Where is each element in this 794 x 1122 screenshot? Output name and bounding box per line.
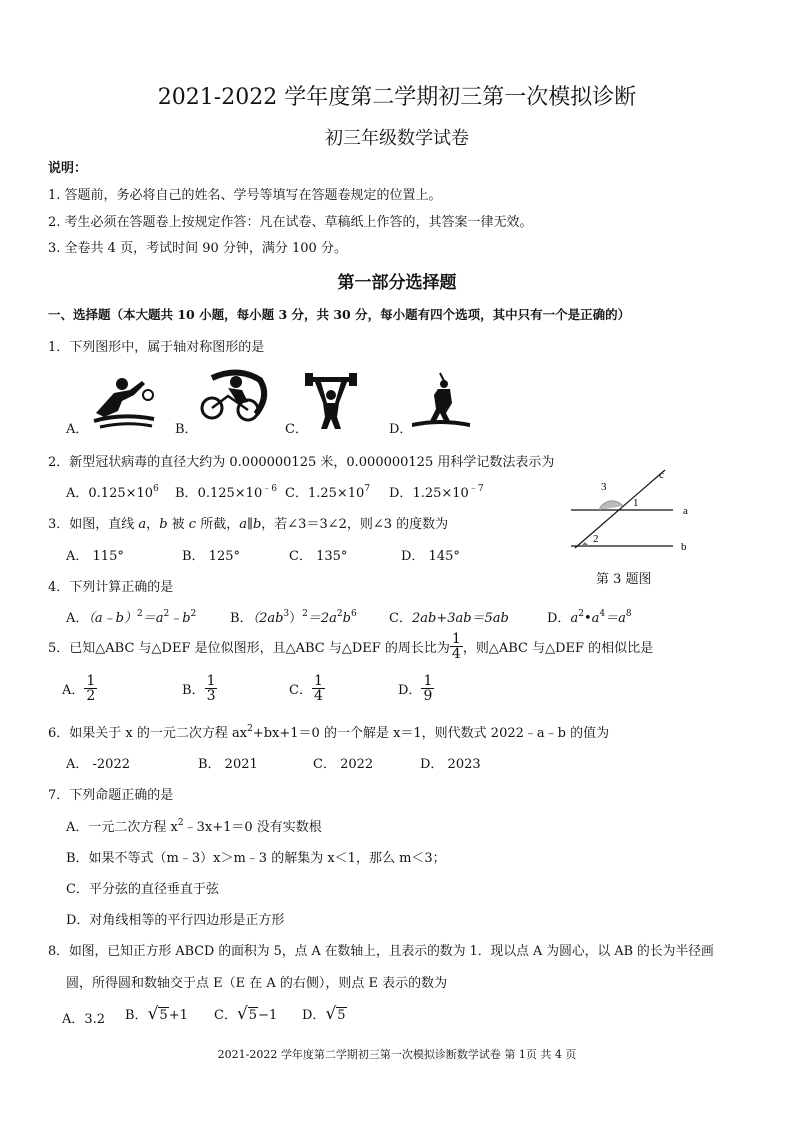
line-b-label: b (681, 541, 687, 553)
q2-option-a: A．$0.125\times 10^6$ (66, 484, 159, 501)
angle-2-label: 2 (593, 533, 599, 545)
q3-figure-caption: 第 3 题图 (596, 572, 652, 587)
q7-stem: 7．下列命题正确的是 (48, 788, 174, 803)
volleyball-player-icon (92, 373, 160, 429)
part1-title: 第一部分选择题 (337, 273, 457, 293)
q6-option-a: A． -2022 (66, 757, 130, 772)
q1-option-a: A． (66, 422, 89, 437)
q8-option-d: D．√5 (302, 1004, 346, 1024)
q7-option-a: A．一元二次方程 $x^2﹣3x+1=0$ 没有实数根 (66, 818, 322, 835)
q1-option-b: B． (175, 422, 198, 437)
note-item: 3. 全卷共 4 页，考试时间 90 分钟，满分 100 分。 (48, 241, 347, 256)
golfer-icon (410, 373, 472, 429)
q6-stem: 6．如果关于 x 的一元二次方程 $ax^2+bx+1=0$ 的一个解是 x＝1，则代数式 2022﹣a﹣b 的值为 (48, 724, 610, 741)
exam-subtitle: 初三年级数学试卷 (325, 128, 469, 149)
q1-option-d: D． (389, 422, 413, 437)
page-footer: 2021-2022 学年度第二学期初三第一次模拟诊断数学试卷 第 1页 共 4 页 (217, 1048, 577, 1061)
notes-heading: 说明： (48, 161, 88, 176)
q4-stem: 4．下列计算正确的是 (48, 580, 174, 595)
q5-option-a: A． $\frac{1}{2}$ (62, 673, 96, 704)
q4-option-c: C．2ab+3ab＝5ab (389, 611, 509, 626)
q5-option-c: C． $\frac{1}{4}$ (289, 673, 323, 704)
q2-option-d: D．$1.25\times 10^{﹣7}$ (389, 484, 484, 501)
q6-option-c: C． 2022 (313, 757, 374, 772)
q4-option-d: D．$a^2•a^4=a^8$ (547, 609, 632, 626)
exam-title: 2021-2022 学年度第二学期初三第一次模拟诊断 (157, 85, 637, 110)
q5-option-b: B． $\frac{1}{3}$ (182, 673, 216, 704)
ratio-fraction: $\frac{1}{4}$ (451, 631, 461, 662)
q4-option-a: A．$(a﹣b)^2=a^2﹣b^2$ (66, 609, 197, 626)
q8-option-a: A．3.2 (62, 1012, 106, 1027)
q3-option-a: A． 115° (66, 549, 124, 564)
weightlifter-icon (305, 373, 357, 429)
line-a-label: a (683, 505, 688, 517)
angle-3-label: 3 (601, 481, 607, 493)
q5-stem: 5．已知△ABC 与△DEF 是位似图形，且△ABC 与△DEF 的周长比为 $\frac{1}{4}$ ，则△ABC 与△DEF 的相似比是 (48, 631, 654, 662)
q7-option-c: C．平分弦的直径垂直于弦 (66, 882, 219, 897)
q5-option-d: D． $\frac{1}{9}$ (398, 673, 433, 704)
q3-option-d: D． 145° (401, 549, 460, 564)
q6-option-b: B． 2021 (198, 757, 258, 772)
q7-option-b: B．如果不等式（m﹣3）x＞m﹣3 的解集为 x＜1，那么 m＜3； (66, 851, 446, 866)
q1-stem: 1．下列图形中，属于轴对称图形的是 (48, 340, 265, 355)
note-item: 1. 答题前，务必将自己的姓名、学号等填写在答题卷规定的位置上。 (48, 188, 442, 203)
note-item: 2. 考生必须在答题卷上按规定作答：凡在试卷、草稿纸上作答的，其答案一律无效。 (48, 215, 533, 230)
q3-option-c: C． 135° (289, 549, 348, 564)
q8-stem-line2: 圆，所得圆和数轴交于点 E（E 在 A 的右侧），则点 E 表示的数为 (66, 976, 448, 991)
q8-option-c: C．√5−1 (214, 1004, 278, 1024)
q3-option-b: B． 125° (182, 549, 240, 564)
q6-option-d: D． 2023 (420, 757, 481, 772)
q8-option-b: B．√5+1 (125, 1004, 188, 1024)
q8-stem-line1: 8．如图，已知正方形 ABCD 的面积为 5，点 A 在数轴上，且表示的数为 1．现以点 A 为圆心，以 AB 的长为半径画 (48, 944, 714, 959)
cyclist-icon (198, 370, 268, 422)
part1-instruction: 一、选择题（本大题共 10 小题，每小题 3 分，共 30 分，每小题有四个选项，其中只有一个是正确的） (48, 307, 631, 322)
q2-option-b: B．$0.125\times 10^{﹣6}$ (175, 484, 277, 501)
q3-stem: 3．如图，直线 a，b 被 c 所截，a∥b，若∠3＝3∠2，则∠3 的度数为 (48, 517, 449, 532)
q4-option-b: B．$(2ab^3)^2=2a^2b^6$ (230, 609, 357, 626)
q1-option-c: C． (285, 422, 308, 437)
line-c-label: c (659, 469, 664, 481)
angle-1-label: 1 (633, 497, 639, 509)
q7-option-d: D．对角线相等的平行四边形是正方形 (66, 913, 285, 928)
q3-figure (565, 462, 705, 562)
q2-option-c: C．$1.25\times 10^7$ (285, 484, 371, 501)
q2-stem: 2．新型冠状病毒的直径大约为 0.000000125 米，0.000000125 用科学记数法表示为 (48, 455, 555, 470)
